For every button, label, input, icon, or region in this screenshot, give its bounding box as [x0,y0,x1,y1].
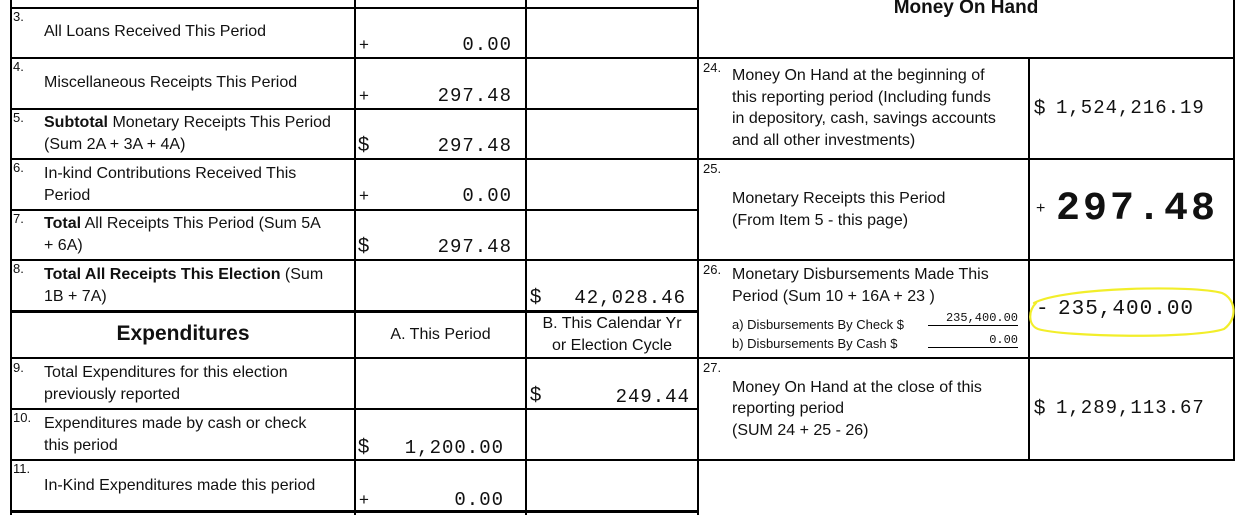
item-label-line2: (From Item 5 - this page) [732,212,909,229]
row-label: In-Kind Expenditures made this period [44,477,316,494]
sign: $ [358,134,370,156]
row-label-line2: previously reported [44,386,181,403]
item-number: 25. [703,161,722,176]
item-label-line2: this reporting period (Including funds [732,89,991,106]
panel-title: Money On Hand [893,0,1039,18]
row-number: 11. [13,461,31,476]
disbursements-check-value: 235,400.00 [928,311,1018,326]
row-number: 4. [13,59,24,74]
column-header-b-line1: B. This Calendar Yr [542,315,682,332]
item-label-line1: Monetary Disbursements Made This [732,266,989,283]
item-number: 27. [703,360,722,375]
row-label: In-kind Contributions Received This [44,165,297,182]
section-title: Expenditures [116,322,250,345]
row-number: 10. [13,410,32,425]
amount: 0.00 [462,185,512,207]
row-label: Total Expenditures for this election [44,364,288,381]
amount: 297.48 [1056,187,1219,232]
amount: 235,400.00 [1058,298,1195,321]
amount: 42,028.46 [574,287,686,309]
row-number: 6. [13,160,24,175]
item-number: 24. [703,60,722,75]
sign: $ [1034,97,1046,119]
item-number: 26. [703,262,722,277]
sign: + [359,86,369,105]
row-label-line2: this period [44,437,118,454]
sign: - [1036,298,1050,321]
sign: + [359,186,369,205]
row-label: All Loans Received This Period [44,23,267,40]
row-number: 7. [13,211,24,226]
row-label: Expenditures made by cash or check [44,415,307,432]
sign: + [359,490,369,509]
amount: 0.00 [462,34,512,56]
sign: $ [358,436,370,458]
sign: + [1036,200,1046,217]
column-header-b-line2: or Election Cycle [551,337,673,354]
amount: 1,289,113.67 [1056,397,1205,419]
row-label-line2: + 6A) [44,237,83,254]
sign: $ [530,384,542,406]
row-label: Subtotal Monetary Receipts This Period [44,114,331,131]
item-label-line3: in depository, cash, savings accounts [732,110,996,127]
row-number: 9. [13,360,24,375]
sign: + [359,35,369,54]
item-label-line1: Money On Hand at the beginning of [732,67,985,84]
row-label-line2: 1B + 7A) [44,288,107,305]
disbursements-cash-value: 0.00 [928,333,1018,348]
highlight-circle-icon [1024,283,1238,339]
row-label-line2: Period [44,187,91,204]
amount: 1,524,216.19 [1056,97,1205,119]
disbursements-check-label: a) Disbursements By Check $ [732,317,904,332]
item-label-line1: Money On Hand at the close of this [732,379,982,396]
item-label-line2: reporting period [732,400,845,417]
amount: 297.48 [437,135,512,157]
item-label-line3: (SUM 24 + 25 - 26) [732,422,869,439]
amount: 1,200.00 [404,437,504,459]
disbursements-cash-label: b) Disbursements By Cash $ [732,336,898,351]
row-number: 5. [13,110,24,125]
sign: $ [358,235,370,257]
sign: $ [530,286,542,308]
column-header-a: A. This Period [390,326,491,343]
row-label-line2: (Sum 2A + 3A + 4A) [44,136,186,153]
item-label-line1: Monetary Receipts this Period [732,190,946,207]
amount: 0.00 [454,489,504,511]
row-label: Total All Receipts This Period (Sum 5A [44,215,321,232]
amount: 249.44 [615,386,690,408]
row-label: Miscellaneous Receipts This Period [44,74,298,91]
row-number: 8. [13,261,24,276]
sign: $ [1034,397,1046,419]
row-label: Total All Receipts This Election (Sum [44,266,324,283]
item-label-line4: and all other investments) [732,132,916,149]
amount: 297.48 [437,85,512,107]
row-number: 3. [13,9,24,24]
item-label-line2: Period (Sum 10 + 16A + 23 ) [732,288,935,305]
amount: 297.48 [437,236,512,258]
